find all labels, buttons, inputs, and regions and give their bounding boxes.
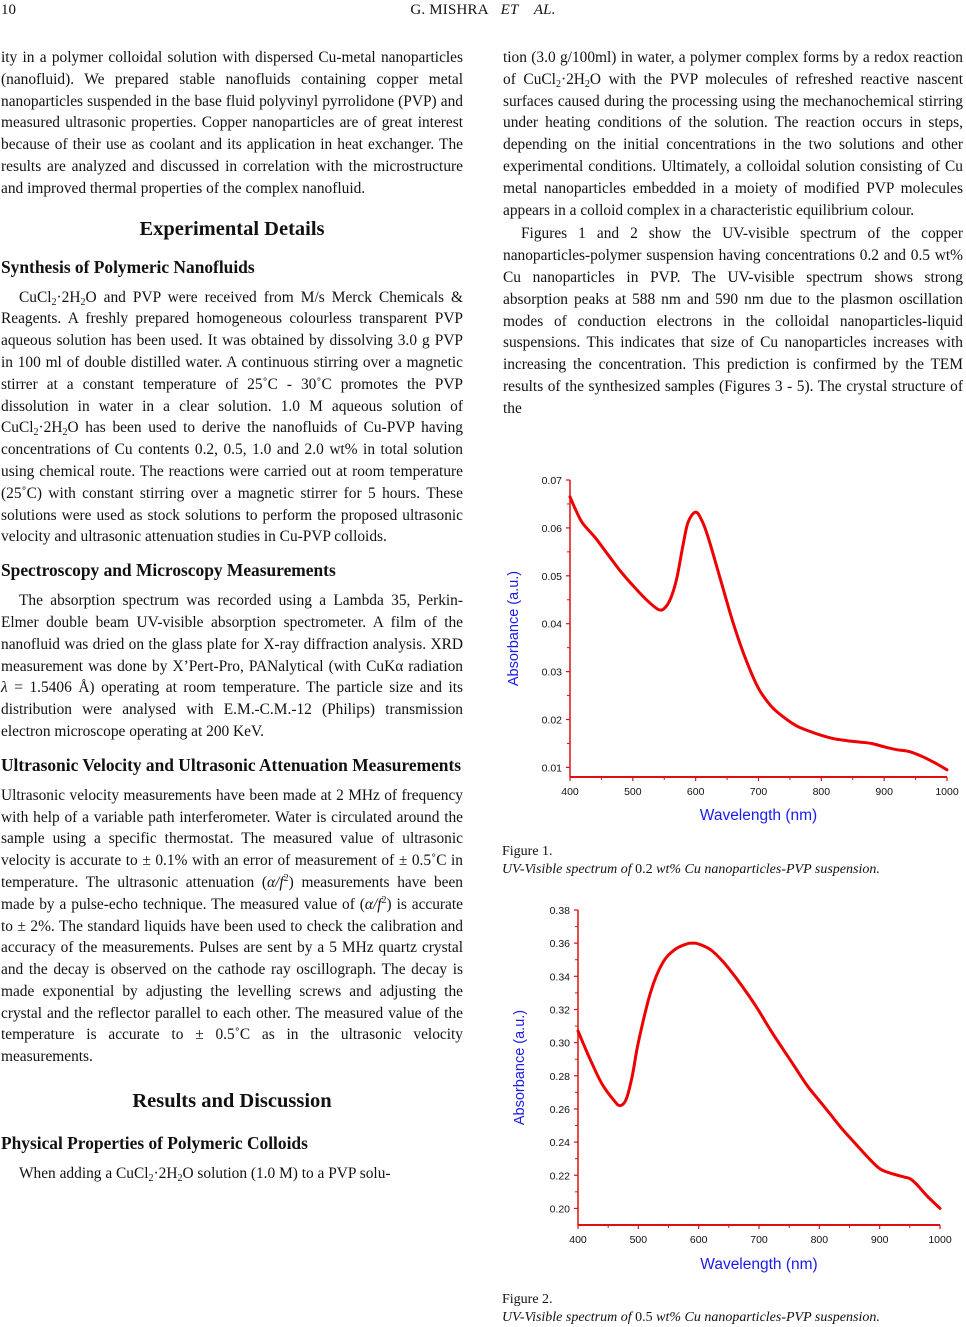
y-tick-label: 0.20 <box>549 1203 570 1216</box>
x-tick-label: 900 <box>870 1234 889 1246</box>
subheading-physical: Physical Properties of Polymeric Colloids <box>1 1133 308 1154</box>
y-tick-label: 0.30 <box>549 1037 570 1050</box>
intro-paragraph: ity in a polymer colloidal solution with dispersed Cu-metal nanoparticles (nanofluid). We prepared stable nanofluids containing copper metal nanoparticles suspended in the base fluid polyvinyl pyrrolidone (PVP) and measured ultrasonic properties. Copper nanoparticles are of great interest because of their use as coolant and its application in heat exchanger. The results are analyzed and discussed in correlation with the microstructure and improved thermal properties of the complex nanofluid. <box>1 49 463 197</box>
right-paragraph-1: tion (3.0 g/100ml) in water, a polymer complex forms by a redox reaction of $CuCl_2\cdot 2H_2O$ with the PVP molecules of refreshed reactive nascent surfaces caused during the processing using the mechanochemical stirring under heating conditions of the solution. The reaction occurs in steps, depending on the initial concentrations in the two solutions and other experimental conditions. Ultimately, a colloidal solution consisting of Cu metal nanoparticles embedded in a moiety of modified PVP molecules appears in a colloid complex in a characteristic equilibrium colour. <box>503 49 963 219</box>
section-heading-results: Results and Discussion <box>132 1090 332 1113</box>
x-tick-label: 400 <box>569 1234 587 1246</box>
figure-2-plot <box>500 895 966 1285</box>
x-tick-label: 600 <box>689 1234 708 1246</box>
ultrasonic-paragraph: Ultrasonic velocity measurements have been made at 2 MHz of frequency with help of a variable path interferometer. Water is circulated around the sample using a specific thermostat. The measured value of ultrasonic velocity is accurate to ± 0.1% with an error of measurement of ± 0.5˚C in temperature. The ultrasonic attenuation $(\alpha/f^2)$ measurements have been made by a pulse-echo technique. The measured value of $(\alpha/f^2)$ is accurate to ± 2%. The standard liquids have been used to check the calibration and accuracy of the measurements. Pulses are sent by a 5 MHz quartz crystal and the decay is observed on the cathode ray oscillograph. The decay is made exponential by adjusting the levelling screws and adjusting the crystal and the reflector parallel to each other. The measured value of the temperature is accurate to ± 0.5˚C as in the ultrasonic velocity measurements. <box>1 786 463 1066</box>
y-axis-label: Absorbance (a.u.) <box>512 1009 528 1126</box>
y-tick-label: 0.26 <box>549 1103 570 1116</box>
right-paragraph-2: Figures 1 and 2 show the UV-visible spectrum of the copper nanoparticles-polymer suspension having concentrations 0.2 and 0.5 wt% Cu nanoparticles in PVP. The UV-visible spectrum shows strong absorption peaks at 588 nm and 590 nm due to the plasmon oscillation modes of conduction electrons in the colloidal nanoparticles-liquid suspensions. This indicates that size of Cu nanoparticles increases with increasing the concentration. This prediction is confirmed by the TEM results of the synthesized samples (Figures 3 - 5). The crystal structure of the <box>503 225 963 417</box>
y-tick-label: 0.34 <box>549 971 570 984</box>
y-axis-label: Absorbance (a.u.) <box>506 570 522 687</box>
subheading-synthesis: Synthesis of Polymeric Nanofluids <box>1 256 255 277</box>
spectrum-curve <box>570 497 947 770</box>
y-tick-label: 0.01 <box>541 762 562 775</box>
spectrum-curve <box>578 943 940 1208</box>
subheading-spectroscopy: Spectroscopy and Microscopy Measurements <box>1 560 336 581</box>
left-column <box>1 47 463 1185</box>
y-tick-label: 0.06 <box>541 522 562 535</box>
x-axis-label: Wavelength (nm) <box>700 1256 818 1273</box>
y-tick-label: 0.07 <box>541 475 562 487</box>
x-tick-label: 700 <box>749 786 768 798</box>
figure-1-caption-text: UV-Visible spectrum of 0.2 wt% Cu nanoparticles-PVP suspension. <box>502 862 880 877</box>
figure-2-chart <box>500 895 966 1285</box>
running-authors <box>0 2 966 19</box>
synthesis-paragraph: $CuCl_2\cdot 2H_2O$ and PVP were received from M/s Merck Chemicals & Reagents. A freshly prepared homogeneous colourless transparent PVP aqueous solution has been used. It was obtained by dissolving 3.0 g PVP in 100 ml of double distilled water. A continuous stirring over a magnetic stirrer at a constant temperature of 25˚C - 30˚C promotes the PVP dissolution in water in a clear solution. 1.0 M aqueous solution of $CuCl_2\cdot 2H_2O$ has been used to derive the nanofluids of Cu-PVP having concentrations of Cu contents 0.2, 0.5, 1.0 and 2.0 wt% in total solution using chemical route. The reactions were carried out at room temperature (25˚C) with constant stirring over a magnetic stirrer for 5 hours. These solutions were used as stock solutions to perform the proposed ultrasonic velocity and ultrasonic attenuation studies in Cu-PVP colloids. <box>1 288 463 546</box>
author-name: G. MISHRA <box>410 2 489 18</box>
et-al: ET AL. <box>500 2 556 18</box>
figure-1-caption <box>502 843 880 879</box>
y-tick-label: 0.24 <box>549 1137 570 1150</box>
section-heading-experimental: Experimental Details <box>139 217 325 240</box>
x-tick-label: 600 <box>686 786 705 798</box>
y-tick-label: 0.28 <box>549 1070 570 1083</box>
figure-2-label: Figure 2. <box>502 1292 553 1307</box>
x-axis-label: Wavelength (nm) <box>699 807 818 824</box>
x-tick-label: 800 <box>812 786 831 798</box>
figure-1-label: Figure 1. <box>502 844 553 859</box>
physical-paragraph: When adding a $CuCl_2\cdot 2H_2O$ solution (1.0 M) to a PVP solu- <box>19 1165 391 1185</box>
spectroscopy-paragraph: The absorption spectrum was recorded using a Lambda 35, Perkin-Elmer double beam UV-visible absorption spectrometer. A film of the nanofluid was dried on the glass plate for X-ray diffraction analysis. XRD measurement was done by X’Pert-Pro, PANalytical (with CuKα radiation λ = 1.5406 Å) operating at room temperature. The particle size and its distribution were analysed with E.M.-C.M.-12 (Philips) transmission electron microscope operating at 200 KeV. <box>1 592 463 740</box>
y-tick-label: 0.04 <box>541 618 562 631</box>
x-tick-label: 700 <box>750 1234 768 1246</box>
y-tick-label: 0.05 <box>541 570 562 583</box>
x-tick-label: 400 <box>561 786 579 798</box>
figure-1-chart <box>500 470 966 835</box>
x-tick-label: 500 <box>624 786 642 798</box>
x-tick-label: 900 <box>875 786 893 798</box>
figure-1-plot <box>500 470 966 835</box>
y-tick-label: 0.22 <box>549 1170 570 1183</box>
running-head <box>0 2 966 20</box>
y-tick-label: 0.32 <box>549 1004 570 1017</box>
figure-2-caption <box>502 1291 880 1327</box>
subheading-ultrasonic: Ultrasonic Velocity and Ultrasonic Attenuation Measurements <box>1 754 462 775</box>
y-tick-label: 0.36 <box>549 938 570 951</box>
page-number: 10 <box>1 2 16 18</box>
x-tick-label: 1000 <box>935 786 959 798</box>
y-tick-label: 0.02 <box>541 714 562 727</box>
figure-2-caption-text: UV-Visible spectrum of 0.5 wt% Cu nanoparticles-PVP suspension. <box>502 1310 880 1325</box>
y-tick-label: 0.38 <box>549 905 570 917</box>
right-column <box>503 47 963 420</box>
y-tick-label: 0.03 <box>541 666 562 679</box>
x-tick-label: 800 <box>810 1234 829 1246</box>
x-tick-label: 1000 <box>928 1234 952 1246</box>
x-tick-label: 500 <box>629 1234 648 1246</box>
